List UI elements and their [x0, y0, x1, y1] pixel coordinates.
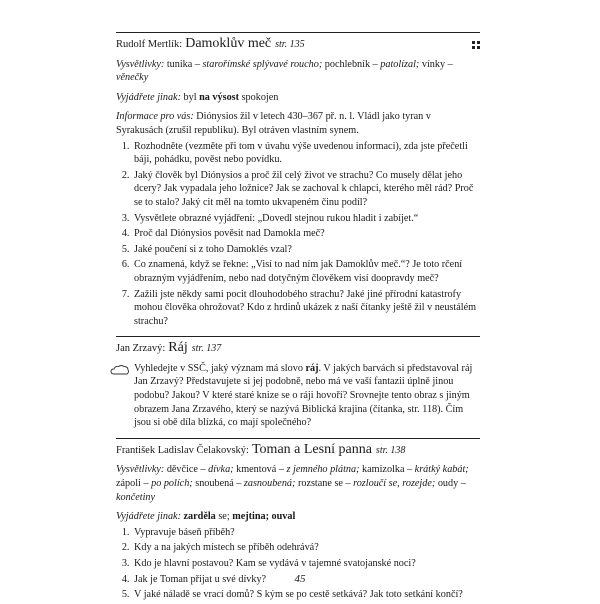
section-author: František Ladislav Čelakovský: — [116, 444, 249, 456]
gloss-term: snoubená — [192, 478, 234, 490]
gloss-def: věnečky — [116, 72, 149, 84]
question-item: 1. Rozhodněte (vezměte při tom v úvahu výše uvedenou informaci), zda jste přečetli báji, pohádku, pověst nebo povídku. — [132, 140, 480, 167]
gloss-sep: – — [342, 478, 354, 490]
gloss-def: krátký kabát; — [414, 464, 469, 476]
question-item: 4. Proč dal Diónysios pověsit nad Damokla meč? — [132, 227, 480, 241]
section-page-ref: str. 138 — [375, 444, 406, 456]
gloss-def: rozloučí se, rozejde; — [353, 478, 436, 490]
gloss-def: dívka; — [208, 464, 234, 476]
info-label: Informace pro vás: — [116, 111, 194, 123]
vyjadrete-line — [116, 510, 480, 524]
gloss-def: končetiny — [116, 491, 156, 503]
vysvetlivky-label: Vysvětlivky: — [116, 464, 165, 476]
cloud-icon — [110, 364, 130, 376]
section-header-toman — [116, 439, 480, 458]
vyjadrete-bold: mejtina; ouval — [232, 511, 296, 523]
section-page-ref: str. 137 — [191, 343, 222, 355]
gloss-term: tunika — [166, 58, 193, 70]
gloss-sep: – — [404, 464, 415, 476]
page-content — [116, 32, 480, 604]
question-item: 7. Zažili jste někdy sami pocit dlouhodobého strachu? Jaké jiné přírodní katastrofy mohou člověka ohrožovat? Kdo z hrdinů ukázek z naší čítanky ještě žil v neustálém strachu? — [132, 288, 480, 329]
section-header-damokles — [116, 33, 480, 52]
vyjadrete-label: Vyjádřete jinak: — [116, 511, 181, 523]
gloss-sep: – — [370, 58, 381, 70]
gloss-term: kamizolka — [359, 464, 405, 476]
question-item: 5. V jaké náladě se vrací domů? S kým se po cestě setkává? Jak toto setkání končí? — [132, 588, 480, 602]
question-item: 1. Vypravuje báseň příběh? — [132, 526, 480, 540]
gloss-def: starořímské splývavé roucho; — [202, 58, 323, 70]
question-list-toman — [116, 526, 480, 602]
gloss-sep: – — [445, 58, 453, 70]
section-page-ref: str. 135 — [275, 39, 305, 50]
info-text: Diónysios žil v letech 430–367 př. n. l. Vládl jako tyran v Syrakusách (zrušil republiku). Byl otráven vlastním synem. — [116, 111, 431, 136]
question-item: 3. Kdo je hlavní postavou? Kam se vydává v tajemné svatojanské noci? — [132, 557, 480, 571]
vyjadrete-label: Vyjádřete jinak: — [116, 91, 181, 103]
vysvetlivky-line — [116, 58, 480, 85]
gloss-term: zápoli — [116, 478, 141, 490]
vysvetlivky-line — [116, 463, 480, 504]
gloss-sep: – — [458, 478, 466, 490]
section-header-raj — [116, 337, 480, 356]
gloss-def: patolízal; — [380, 58, 420, 70]
question-item: 6. Co znamená, když se řekne: „Visí to nad ním jak Damoklův meč.“? Je toto rčení obrazným vyjádřením, nebo nad dotyčným člověkem visí doopravdy meč? — [132, 258, 480, 285]
section-title: Toman a Lesní panna — [251, 441, 372, 457]
section-title: Ráj — [168, 340, 188, 356]
vyjadrete-text: spokojen — [239, 91, 279, 103]
question-item: 4. Jak je Toman přijat u své dívky? — [132, 573, 480, 587]
gloss-term: oudy — [435, 478, 459, 490]
vyjadrete-text: se; — [215, 511, 233, 523]
question-item: 2. Jaký člověk byl Diónysios a proč žil celý život ve strachu? Co musely dělat jeho dcery? Jak vypadala jeho ložnice? Jak se zachoval k chlapci, kterého měl rád? Proč se to stalo? Jaký cit měl na tomto ukvapeném činu podíl? — [132, 169, 480, 210]
gloss-sep: – — [192, 58, 203, 70]
gloss-sep: – — [233, 478, 244, 490]
gloss-term: rozstane se — [295, 478, 343, 490]
gloss-def: zasnoubená; — [243, 478, 296, 490]
page-number: 45 — [294, 573, 306, 585]
raj-block — [116, 362, 480, 430]
question-item: 2. Kdy a na jakých místech se příběh odehrává? — [132, 541, 480, 555]
gloss-sep: – — [276, 464, 287, 476]
gloss-term: kmentová — [233, 464, 277, 476]
vysvetlivky-label: Vysvětlivky: — [116, 58, 165, 70]
gloss-term: děvčice — [164, 464, 198, 476]
raj-text: . V jakých barvách si představoval ráj Jan Zrzavý? Představujete si jej podobně, nebo má ve vaší fantazii úplně jinou podobu? Jakou? V které staré knize se o ráji hovoří? Srovnejte tento obraz s jiným obrazem Jana Zrzavého, který se nazývá Biblická krajina (čítanka, str. 118). Čím jsou si obě díla blízká, co mají společného? — [134, 362, 473, 429]
raj-text: Vyhledejte v SSČ, jaký význam má slovo — [134, 362, 306, 374]
gloss-sep: – — [197, 464, 209, 476]
vyjadrete-bold: na výsost — [199, 91, 240, 103]
question-item: 3. Vysvětlete obrazné vyjádření: „Dovedl stejnou rukou hladit i zabíjet.“ — [132, 212, 480, 226]
question-list-damokles — [116, 140, 480, 329]
grid-icon — [472, 41, 480, 49]
gloss-sep: – — [140, 478, 152, 490]
vyjadrete-bold: zarděla — [183, 511, 216, 523]
info-paragraph — [116, 110, 480, 137]
raj-bold: ráj — [305, 362, 319, 374]
gloss-term: vínky — [419, 58, 446, 70]
section-author: Rudolf Mertlík: — [116, 39, 183, 50]
section-author: Jan Zrzavý: — [116, 343, 166, 355]
gloss-term: pochlebník — [322, 58, 371, 70]
raj-paragraph — [116, 362, 480, 430]
vyjadrete-line — [116, 91, 480, 105]
question-item: 5. Jaké poučení si z toho Damoklés vzal? — [132, 243, 480, 257]
gloss-def: po polích; — [151, 478, 193, 490]
vyjadrete-text: byl — [180, 91, 200, 103]
gloss-def: z jemného plátna; — [286, 464, 360, 476]
section-title: Damoklův meč — [185, 36, 272, 51]
